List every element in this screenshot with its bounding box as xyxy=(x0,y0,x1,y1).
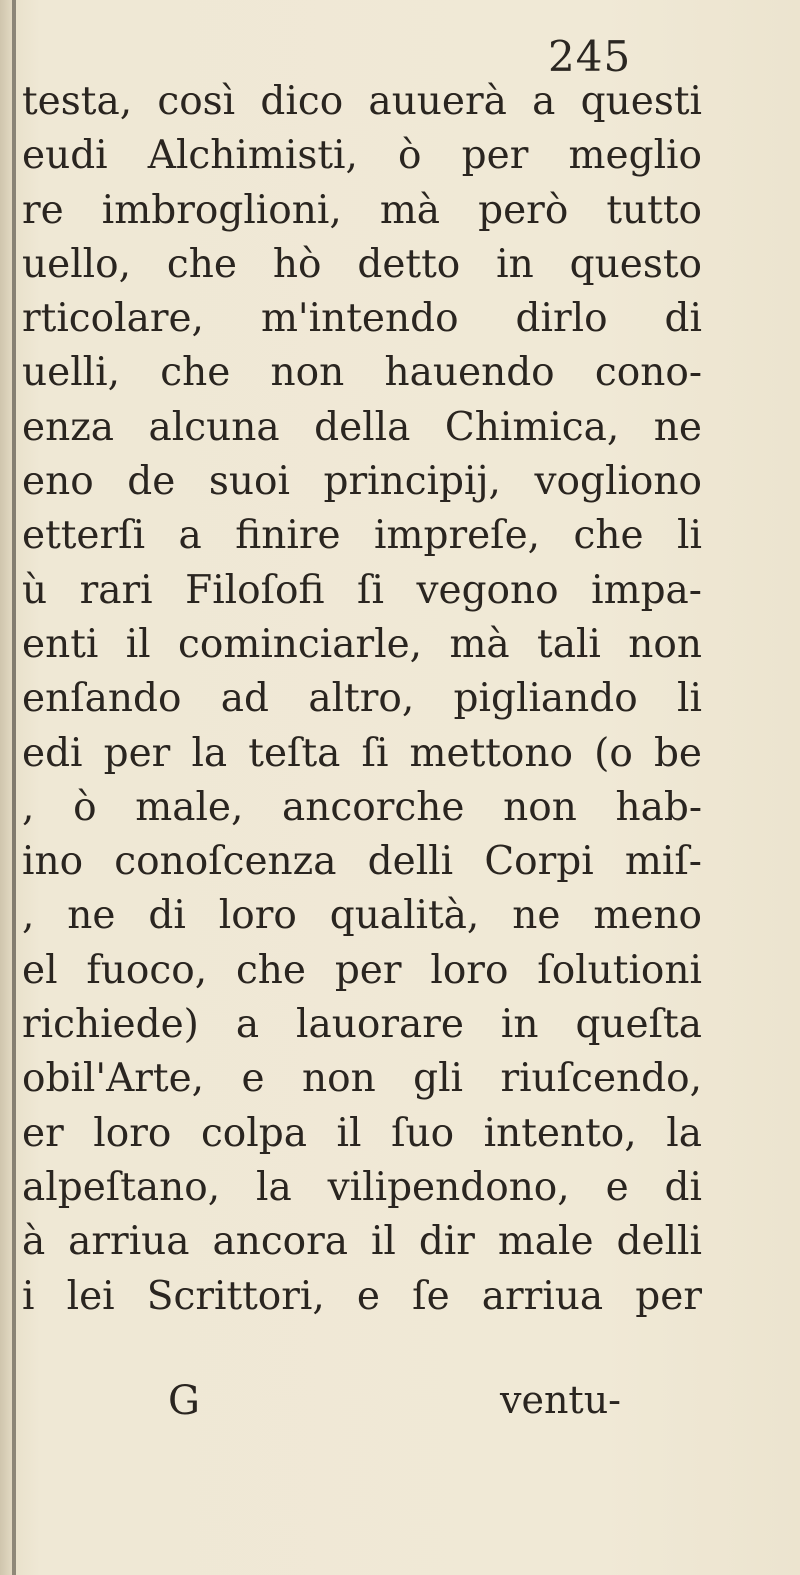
text-line: edi per la teſta ſi mettono (o be xyxy=(22,730,702,776)
text-line: etterſi a finire impreſe, che li xyxy=(22,513,702,559)
text-line: eudi Alchimisti, ò per meglio xyxy=(22,133,702,179)
text-line: , ne di loro qualità, ne meno xyxy=(22,893,702,939)
signature-mark: G xyxy=(168,1378,200,1424)
text-line: re imbroglioni, mà però tutto xyxy=(22,187,702,233)
text-line: i lei Scrittori, e ſe arriua per xyxy=(22,1273,702,1319)
text-line: ù rari Filoſofi ſi vegono impa- xyxy=(22,567,702,613)
text-line: enza alcuna della Chimica, ne xyxy=(22,404,702,450)
text-line: à arriua ancora il dir male delli xyxy=(22,1219,702,1265)
text-line: richiede) a lauorare in queſta xyxy=(22,1002,702,1048)
text-line: uello, che hò detto in questo xyxy=(22,241,702,287)
gutter-shadow xyxy=(0,0,12,1575)
text-line: el fuoco, che per loro ſolutioni xyxy=(22,947,702,993)
text-line: testa, così dico auuerà a questi xyxy=(22,79,702,124)
text-line: enſando ad altro, pigliando li xyxy=(22,676,702,722)
text-line: ino conoſcenza delli Corpi miſ- xyxy=(22,839,702,885)
catchword: ventu- xyxy=(500,1378,622,1422)
text-line: alpeſtano, la vilipendono, e di xyxy=(22,1164,702,1210)
text-line: enti il cominciarle, mà tali non xyxy=(22,621,702,667)
text-line: rticolare, m'intendo dirlo di xyxy=(22,296,702,342)
page-binding-edge xyxy=(12,0,16,1575)
text-line: obil'Arte, e non gli riuſcendo, xyxy=(22,1056,702,1102)
text-line: er loro colpa il ſuo intento, la xyxy=(22,1110,702,1156)
page-footer xyxy=(0,1378,800,1438)
text-line: , ò male, ancorche non hab- xyxy=(22,784,702,830)
text-line: uelli, che non hauendo cono- xyxy=(22,350,702,396)
page-number: 245 xyxy=(548,32,632,81)
body-text xyxy=(22,75,702,1324)
text-line: eno de suoi principij, vogliono xyxy=(22,459,702,505)
